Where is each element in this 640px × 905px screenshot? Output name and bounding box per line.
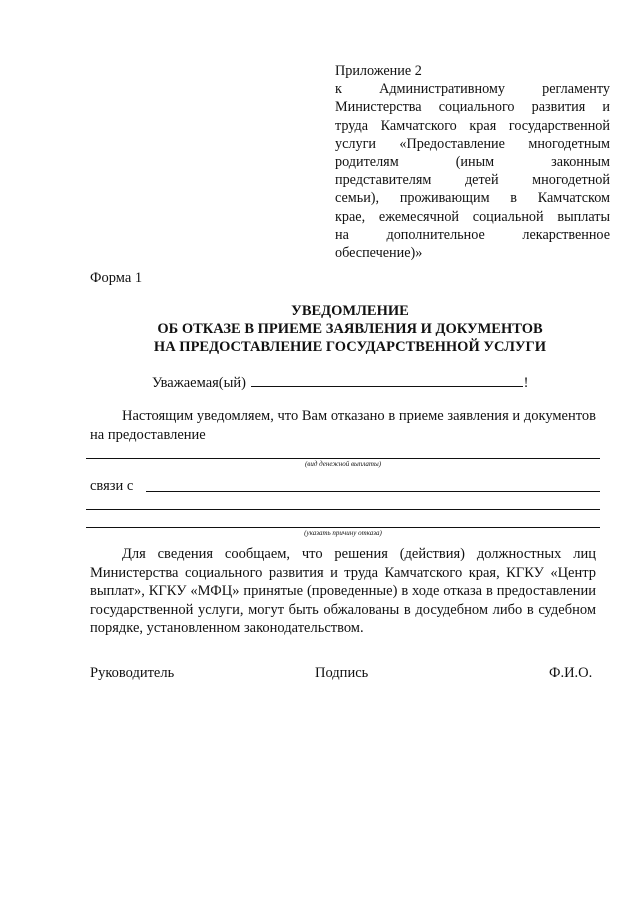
reason-field-line-2[interactable]: [86, 509, 600, 510]
annex-block: [335, 62, 610, 262]
greeting-line: [152, 372, 528, 392]
annex-title: Приложение 2: [335, 63, 422, 79]
annex-line: услуги «Предоставление многодетным: [335, 135, 610, 152]
connection-label: связи с: [90, 478, 134, 494]
greeting-prefix: Уважаемая(ый): [152, 375, 246, 391]
greeting-suffix: !: [523, 375, 529, 391]
annex-line: родителям (иным законным: [335, 154, 610, 171]
annex-lines: [335, 80, 610, 244]
document-heading: [90, 302, 610, 357]
annex-line: представителям детей многодетной: [335, 172, 610, 189]
annex-line: крае, ежемесячной социальной выплаты: [335, 208, 610, 225]
notice-paragraph: Настоящим уведомляем, что Вам отказано в приеме заявления и документов на предоставление: [90, 408, 596, 443]
payment-type-hint: (вид денежной выплаты): [304, 460, 382, 468]
heading-line-1: УВЕДОМЛЕНИЕ: [291, 303, 409, 319]
annex-line: к Административному регламенту: [335, 81, 610, 98]
signature-sign-label: Подпись: [315, 665, 369, 681]
heading-line-2: ОБ ОТКАЗЕ В ПРИЕМЕ ЗАЯВЛЕНИЯ И ДОКУМЕНТОВ: [157, 321, 543, 338]
reason-field-line-3[interactable]: [86, 527, 600, 528]
form-label: Форма 1: [90, 270, 143, 286]
annex-line: Министерства социального развития и: [335, 99, 610, 116]
signature-name-label: Ф.И.О.: [549, 665, 593, 681]
heading-line-3: НА ПРЕДОСТАВЛЕНИЕ ГОСУДАРСТВЕННОЙ УСЛУГИ: [153, 339, 547, 356]
info-paragraph: Для сведения сообщаем, что решения (действия) должностных лиц Министерства социального развития и труда Камчатского края, КГКУ «Центр выплат», КГКУ «МФЦ» принятые (проведенные) в ходе отказа в предоставлении государственной услуги, могут быть обжалованы в досудебном либо в судебном порядке, установленном законодательством.: [90, 546, 596, 636]
reason-field-line-1[interactable]: [146, 491, 600, 492]
annex-last-line: обеспечение)»: [335, 245, 423, 262]
recipient-name-field[interactable]: [251, 372, 523, 387]
reason-hint: (указать причину отказа): [304, 529, 382, 537]
payment-type-field[interactable]: [86, 458, 600, 459]
signature-head-label: Руководитель: [90, 665, 175, 681]
annex-line: на дополнительное лекарственное: [335, 226, 610, 243]
annex-line: труда Камчатского края государственной: [335, 117, 610, 134]
annex-line: семьи), проживающим в Камчатском: [335, 190, 610, 207]
